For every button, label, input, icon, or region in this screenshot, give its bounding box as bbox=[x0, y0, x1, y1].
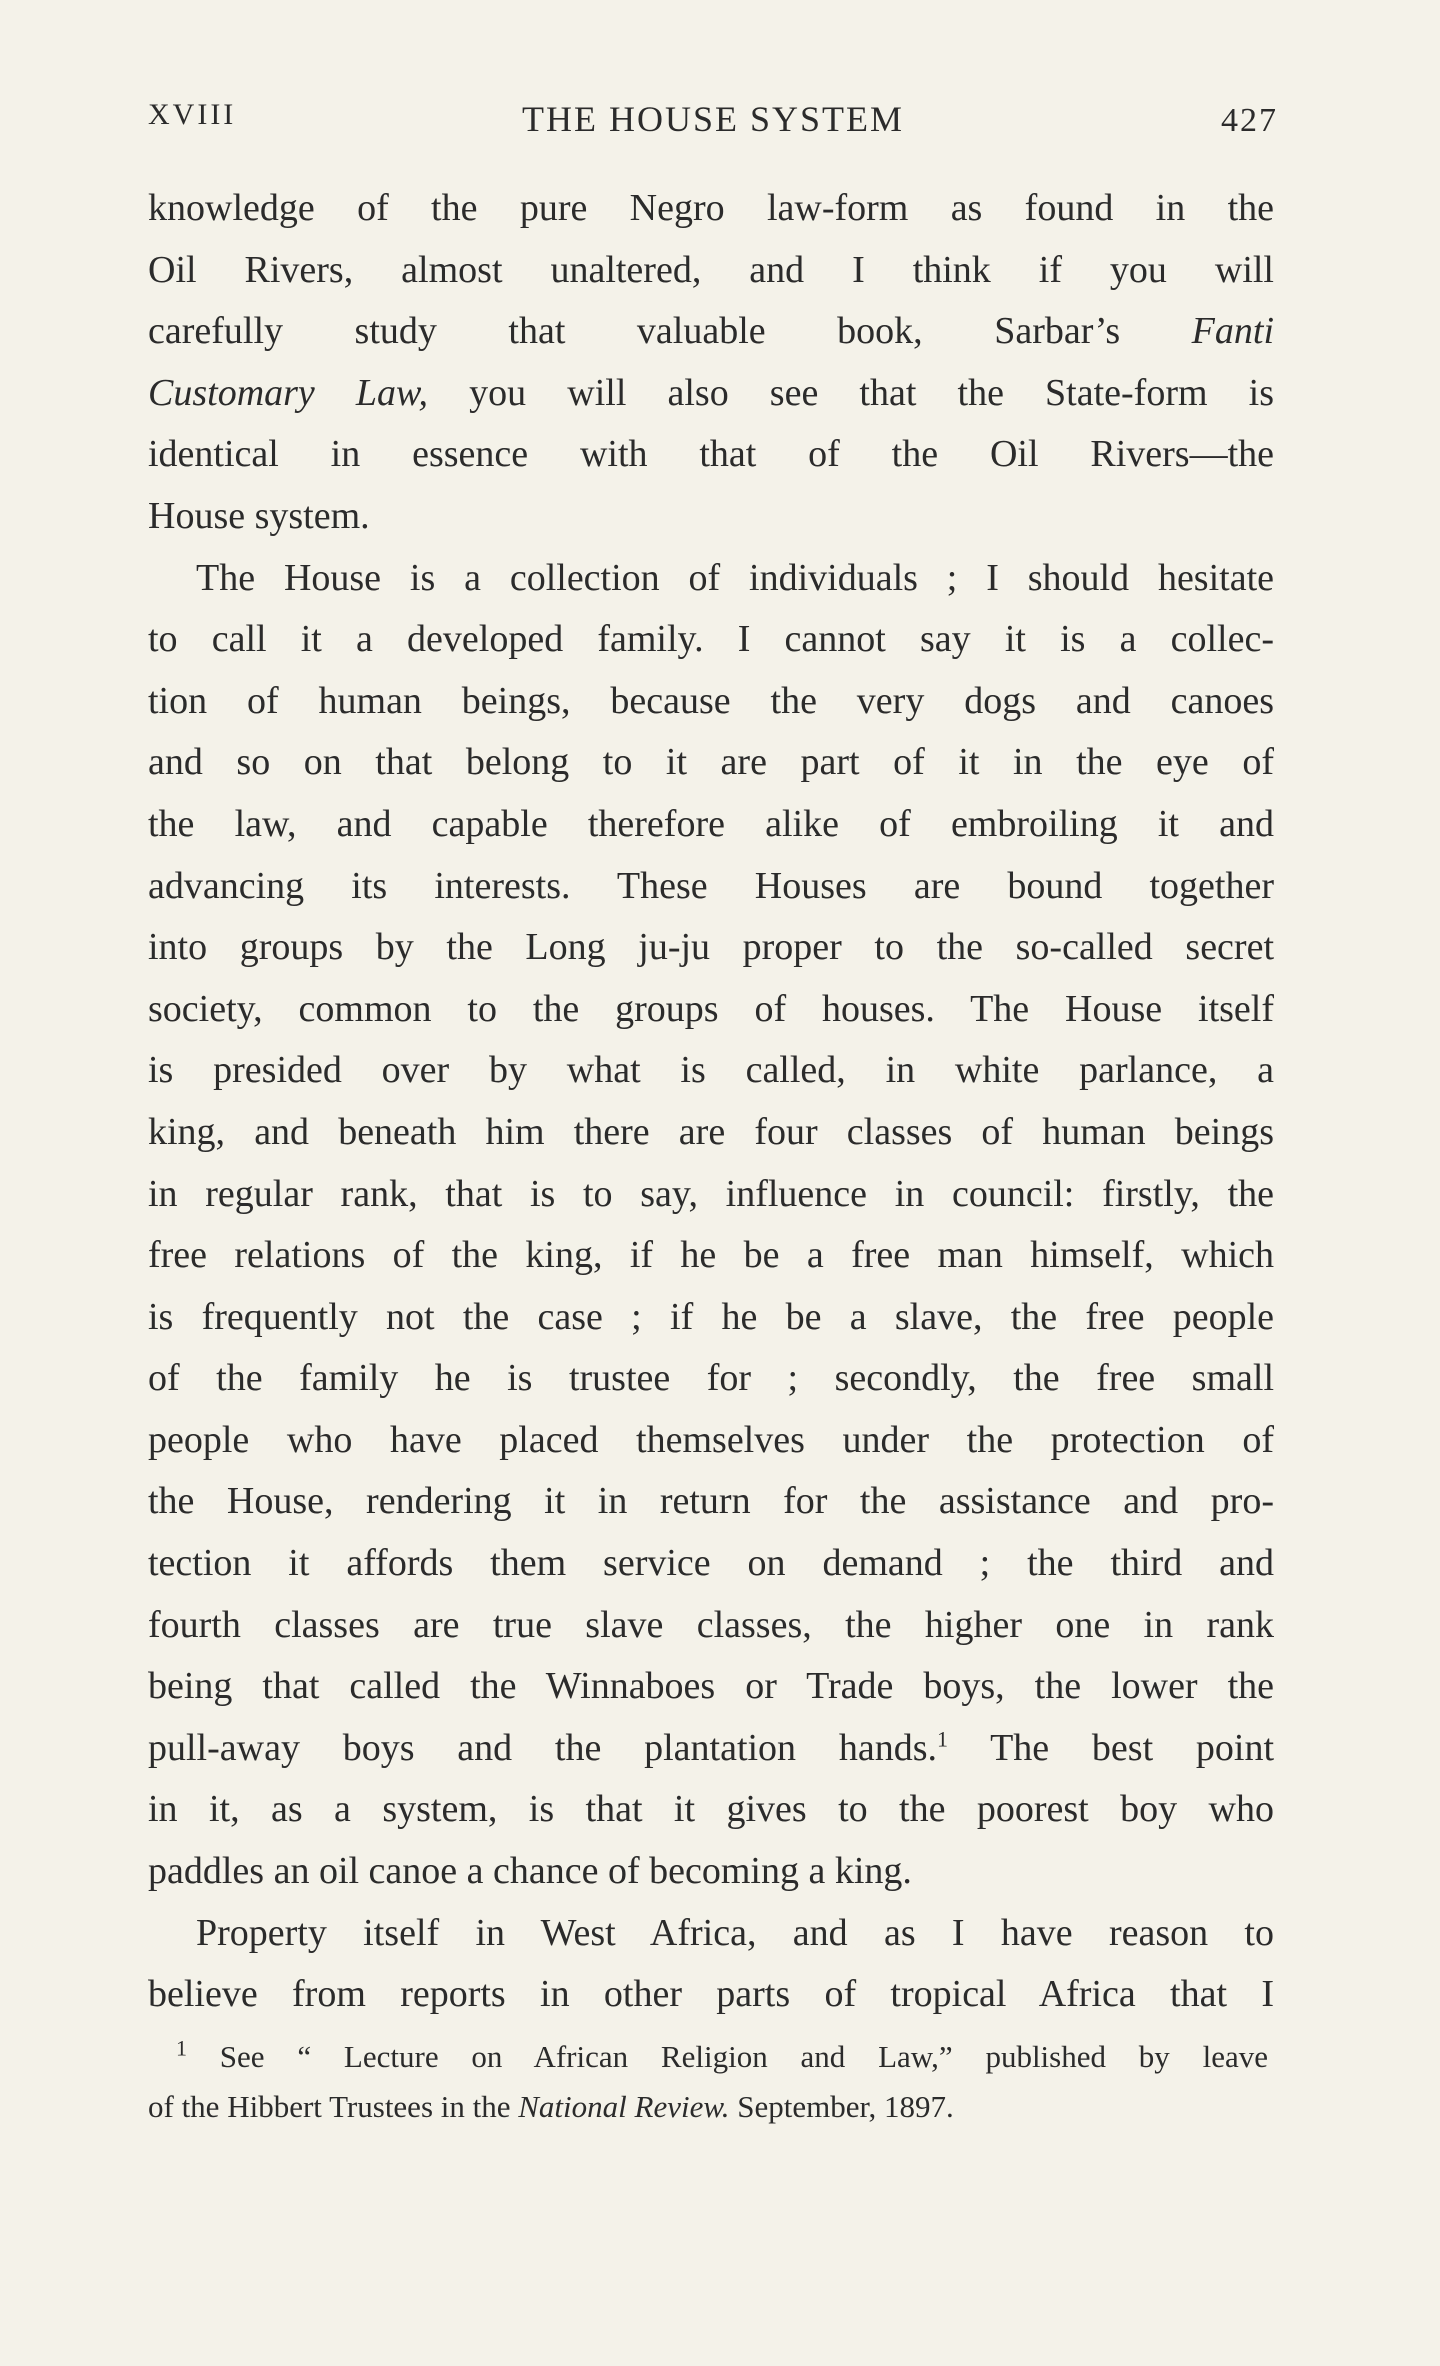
text-line: in it, as a system, is that it gives to the poorest boy who bbox=[148, 1788, 1274, 1831]
text-line: is presided over by what is called, in white parlance, a bbox=[148, 1049, 1274, 1092]
text-line: identical in essence with that of the Oil Rivers—the bbox=[148, 433, 1274, 476]
text-line: tion of human beings, because the very dogs and canoes bbox=[148, 679, 1274, 722]
footnote-reference: 1 bbox=[936, 1726, 948, 1752]
paragraph-start-line: The House is a collection of individuals ; I should hesitate bbox=[196, 556, 1274, 599]
text-line: is frequently not the case ; if he be a slave, the free people bbox=[148, 1295, 1274, 1338]
text-line: fourth classes are true slave classes, the higher one in rank bbox=[148, 1603, 1274, 1646]
text-line: free relations of the king, if he be a free man himself, which bbox=[148, 1234, 1274, 1277]
text-line: carefully study that valuable book, Sarbar’s Fanti bbox=[148, 310, 1274, 353]
text-line: Oil Rivers, almost unaltered, and I think if you will bbox=[148, 248, 1274, 291]
text-line: pull-away boys and the plantation hands.$^1$ The best point bbox=[148, 1726, 1274, 1769]
footnote-line: $^1$ See “ Lecture on African Religion and Law,” published by leave bbox=[176, 2035, 1268, 2074]
text-line: paddles an oil canoe a chance of becoming a king. bbox=[148, 1850, 912, 1893]
text-line: of the family he is trustee for ; secondly, the free small bbox=[148, 1357, 1274, 1400]
paragraph-start-line: Property itself in West Africa, and as I have reason to bbox=[196, 1911, 1274, 1954]
text-line: Customary Law, you will also see that the State-form is bbox=[148, 371, 1274, 414]
footnote-marker: 1 bbox=[176, 2035, 187, 2061]
journal-title-italic: National Review. bbox=[518, 2089, 730, 2124]
book-title-italic: Customary Law, bbox=[148, 371, 429, 414]
page-number: 427 bbox=[1221, 102, 1278, 139]
text-line: to call it a developed family. I cannot say it is a collec- bbox=[148, 618, 1274, 661]
text-line: House system. bbox=[148, 494, 370, 537]
text-line: tection it affords them service on demand ; the third and bbox=[148, 1542, 1274, 1585]
running-title: THE HOUSE SYSTEM bbox=[521, 99, 904, 139]
text-line: the law, and capable therefore alike of embroiling it and bbox=[148, 802, 1274, 845]
text-line: into groups by the Long ju-ju proper to the so-called secret bbox=[148, 926, 1274, 969]
text-line: knowledge of the pure Negro law-form as found in the bbox=[148, 187, 1274, 229]
text-line: in regular rank, that is to say, influence in council: firstly, the bbox=[148, 1172, 1274, 1215]
text-line: the House, rendering it in return for the assistance and pro- bbox=[148, 1480, 1274, 1523]
body-text bbox=[148, 178, 1274, 2026]
text-line: and so on that belong to it are part of it in the eye of bbox=[148, 741, 1274, 784]
footnote bbox=[148, 2032, 1268, 2132]
text-line: king, and beneath him there are four classes of human beings bbox=[148, 1110, 1274, 1153]
book-title-italic: Fanti bbox=[1191, 310, 1274, 353]
text-line: society, common to the groups of houses. The House itself bbox=[148, 987, 1274, 1030]
text-line: advancing its interests. These Houses are bound together bbox=[148, 864, 1274, 907]
text-line: being that called the Winnaboes or Trade boys, the lower the bbox=[148, 1665, 1274, 1708]
page-header bbox=[148, 98, 1278, 148]
text-line: people who have placed themselves under the protection of bbox=[148, 1418, 1274, 1461]
footnote-line: of the Hibbert Trustees in the National Review. September, 1897. bbox=[148, 2089, 954, 2124]
text-line: believe from reports in other parts of tropical Africa that I bbox=[148, 1973, 1274, 2016]
chapter-number: XVIII bbox=[148, 98, 237, 131]
